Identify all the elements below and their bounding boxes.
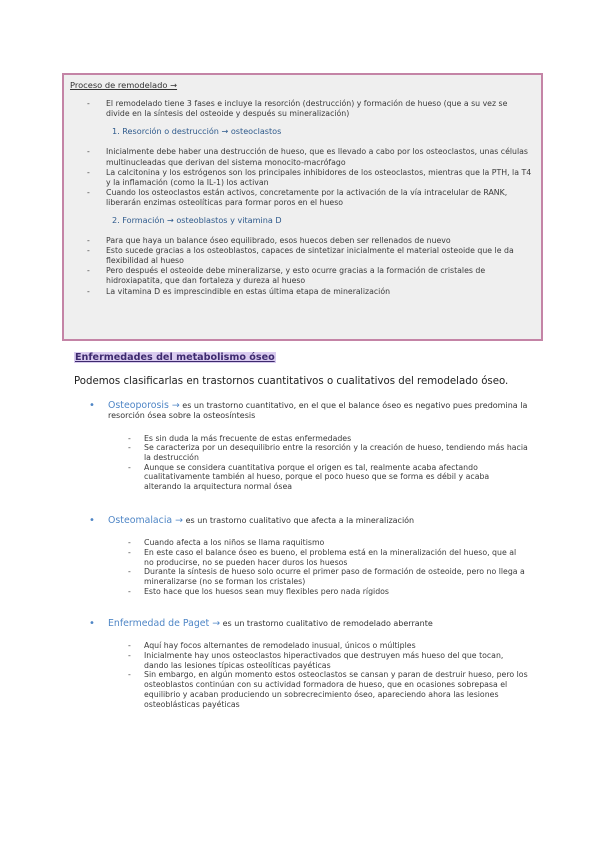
- disease-description: es un trastorno cualitativo que afecta a la mineralización: [185, 516, 415, 525]
- phase-points-resorption: [70, 147, 533, 208]
- list-item: - Esto hace que los huesos sean muy flexibles pero nada rígidos: [88, 587, 528, 597]
- remodeling-box: [62, 73, 543, 341]
- phase-heading-formation: 2. Formación → osteoblastos y vitamina D: [112, 214, 282, 225]
- section-lead: Podemos clasificarlas en trastornos cuantitativos o cualitativos del remodelado óseo.: [74, 376, 509, 387]
- disease-name: Osteomalacia →: [108, 515, 184, 526]
- phase-heading-resorption: 1. Resorción o destrucción → osteoclastos: [112, 126, 282, 137]
- disease-points: [88, 538, 528, 596]
- list-item: - Inicialmente hay unos osteoclastos hiperactivados que destruyen más hueso del que tocan, dando las lesiones típicas osteolíticas payéticas: [88, 651, 528, 670]
- list-item: - Es sin duda la más frecuente de estas enfermedades: [88, 434, 528, 444]
- list-item: - Pero después el osteoide debe mineralizarse, y esto ocurre gracias a la formación de cristales de hidroxiapatita, que dan fortaleza y dureza al hueso: [70, 266, 533, 286]
- disease-osteoporosis: [88, 401, 528, 492]
- disease-heading: [88, 401, 528, 422]
- list-item: - Para que haya un balance óseo equilibrado, esos huecos deben ser rellenados de nuevo: [70, 236, 533, 246]
- list-item: - Cuando los osteoclastos están activos, concretamente por la activación de la vía intracelular de RANK, liberarán enzimas osteolíticas para formar poros en el hueso: [70, 188, 533, 208]
- disease-name: Osteoporosis →: [108, 400, 180, 411]
- list-item: - Aunque se considera cuantitativa porque el origen es tal, realmente acaba afectando cualitativamente también al hueso, porque el poco hueso que se forma es débil y acaba alterando la arquitectura normal ósea: [88, 463, 528, 492]
- list-item: - En este caso el balance óseo es bueno, el problema está en la mineralización del hueso, que al no producirse, no se pueden hacer duros los huesos: [88, 548, 528, 567]
- disease-heading: [88, 516, 528, 526]
- list-item: - Sin embargo, en algún momento estos osteoclastos se cansan y paran de destruir hueso, pero los osteoblastos continúan con su actividad formadora de hueso, que en ocasiones sobrepasa el equilibrio y acaban produciendo un sobrecrecimiento óseo, apareciendo ahora las lesiones osteoblásticas payéticas: [88, 670, 528, 709]
- list-item: - Cuando afecta a los niños se llama raquitismo: [88, 538, 528, 548]
- disease-name: Enfermedad de Paget →: [108, 618, 221, 629]
- list-item: - La vitamina D es imprescindible en estas última etapa de mineralización: [70, 287, 533, 297]
- list-item: - Aquí hay focos alternantes de remodelado inusual, únicos o múltiples: [88, 641, 528, 651]
- box-title: Proceso de remodelado →: [70, 80, 178, 90]
- disease-points: [88, 434, 528, 492]
- list-item: - Inicialmente debe haber una destrucción de hueso, que es llevado a cabo por los osteoclastos, unas células multinucleadas que derivan del sistema monocito-macrófago: [70, 147, 533, 167]
- disease-heading: [88, 619, 528, 629]
- list-item: - Se caracteriza por un desequilibrio entre la resorción y la creación de hueso, tendiendo más hacia la destrucción: [88, 443, 528, 462]
- section-title: Enfermedades del metabolismo óseo: [75, 352, 275, 363]
- list-item: - La calcitonina y los estrógenos son los principales inhibidores de los osteoclastos, mientras que la PTH, la T4 y la inflamación (como la IL-1) los activan: [70, 168, 533, 188]
- intro-list: [70, 99, 533, 119]
- disease-description: es un trastorno cualitativo de remodelado aberrante: [222, 619, 433, 628]
- phase-points-formation: [70, 236, 533, 297]
- intro-item: - El remodelado tiene 3 fases e incluye la resorción (destrucción) y formación de hueso (que a su vez se divide en la síntesis del osteoide y después su mineralización): [70, 99, 533, 119]
- disease-paget: [88, 619, 528, 709]
- list-item: - Durante la síntesis de hueso solo ocurre el primer paso de formación de osteoide, pero no llega a mineralizarse (no se forman los cristales): [88, 567, 528, 586]
- disease-osteomalacia: [88, 516, 528, 597]
- disease-description: es un trastorno cuantitativo, en el que el balance óseo es negativo pues predomina la resorción ósea sobre la osteosíntesis: [108, 401, 528, 421]
- disease-points: [88, 641, 528, 709]
- list-item: - Esto sucede gracias a los osteoblastos, capaces de sintetizar inicialmente el material osteoide que le da flexibilidad al hueso: [70, 246, 533, 266]
